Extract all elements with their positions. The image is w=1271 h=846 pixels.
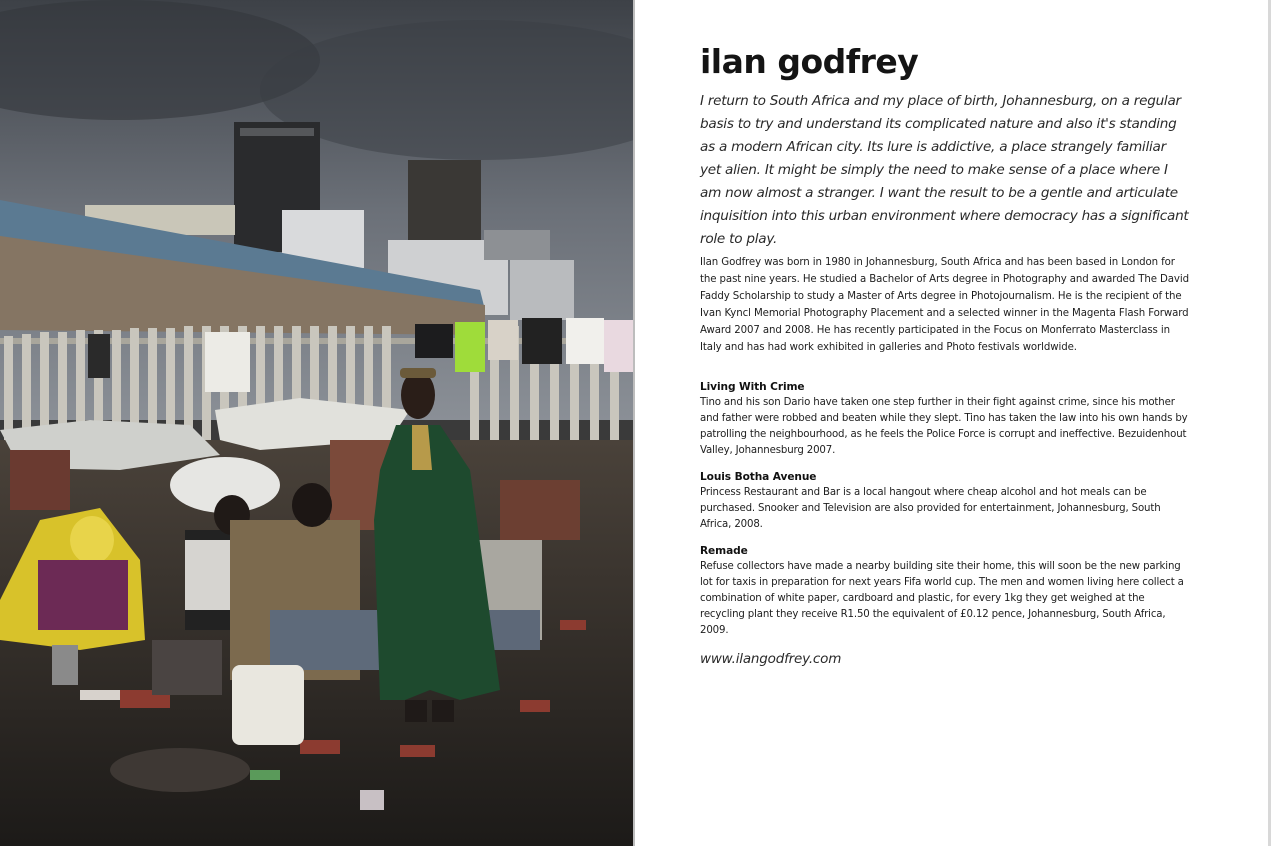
- featured-photograph: [0, 0, 633, 846]
- project-title: Living With Crime: [700, 381, 805, 394]
- photo-illustration: [0, 0, 633, 846]
- project-description: Princess Restaurant and Bar is a local hangout where cheap alcohol and hot meals can be purchased. Snooker and Television are also provided for entertainment, Johannesburg, South Africa, 2008.: [700, 487, 1161, 531]
- project-title: Louis Botha Avenue: [700, 471, 817, 484]
- project-louis-botha-avenue: [700, 471, 1190, 533]
- text-page: [700, 44, 1190, 667]
- photographer-name: ilan godfrey: [700, 42, 919, 81]
- project-title: Remade: [700, 545, 748, 558]
- project-remade: [700, 545, 1190, 639]
- biography: Ilan Godfrey was born in 1980 in Johannesburg, South Africa and has been based in London for the past nine years. He studied a Bachelor of Arts degree in Photography and awarded The David Faddy Scholarship to study a Master of Arts degree in Photojournalism. He is the recipient of the Ivan Kyncl Memorial Photography Placement and a selected winner in the Magenta Flash Forward Award 2007 and 2008. He has recently participated in the Focus on Monferrato Masterclass in Italy and has had work exhibited in galleries and Photo festivals worldwide.: [700, 257, 1189, 354]
- project-living-with-crime: [700, 381, 1190, 459]
- project-description: Tino and his son Dario have taken one step further in their fight against crime, since his mother and father were robbed and beaten while they slept. Tino has taken the law into his own hands by patrolling the neighbourhood, as he feels the Police Force is corrupt and ineffective. Bezuidenhout Valley, Johannesburg 2007.: [700, 397, 1188, 457]
- project-description: Refuse collectors have made a nearby building site their home, this will soon be the new parking lot for taxis in preparation for next years Fifa world cup. The men and women living here collect a combination of white paper, cardboard and plastic, for every 1kg they get weighed at the recycling plant they receive R1.50 the equivalent of £0.12 pence, Johannesburg, South Africa, 2009.: [700, 561, 1184, 637]
- website-link[interactable]: www.ilangodfrey.com: [700, 651, 842, 668]
- page-gutter: [633, 0, 635, 846]
- artist-statement: I return to South Africa and my place of birth, Johannesburg, on a regular basis to try and understand its complicated nature and also it's standing as a modern African city. Its lure is addictive, a place strangely familiar yet alien. It might be simply the need to make sense of a place where I am now almost a stranger. I want the result to be a gentle and articulate inquisition into this urban environment where democracy has a significant role to play.: [700, 93, 1189, 248]
